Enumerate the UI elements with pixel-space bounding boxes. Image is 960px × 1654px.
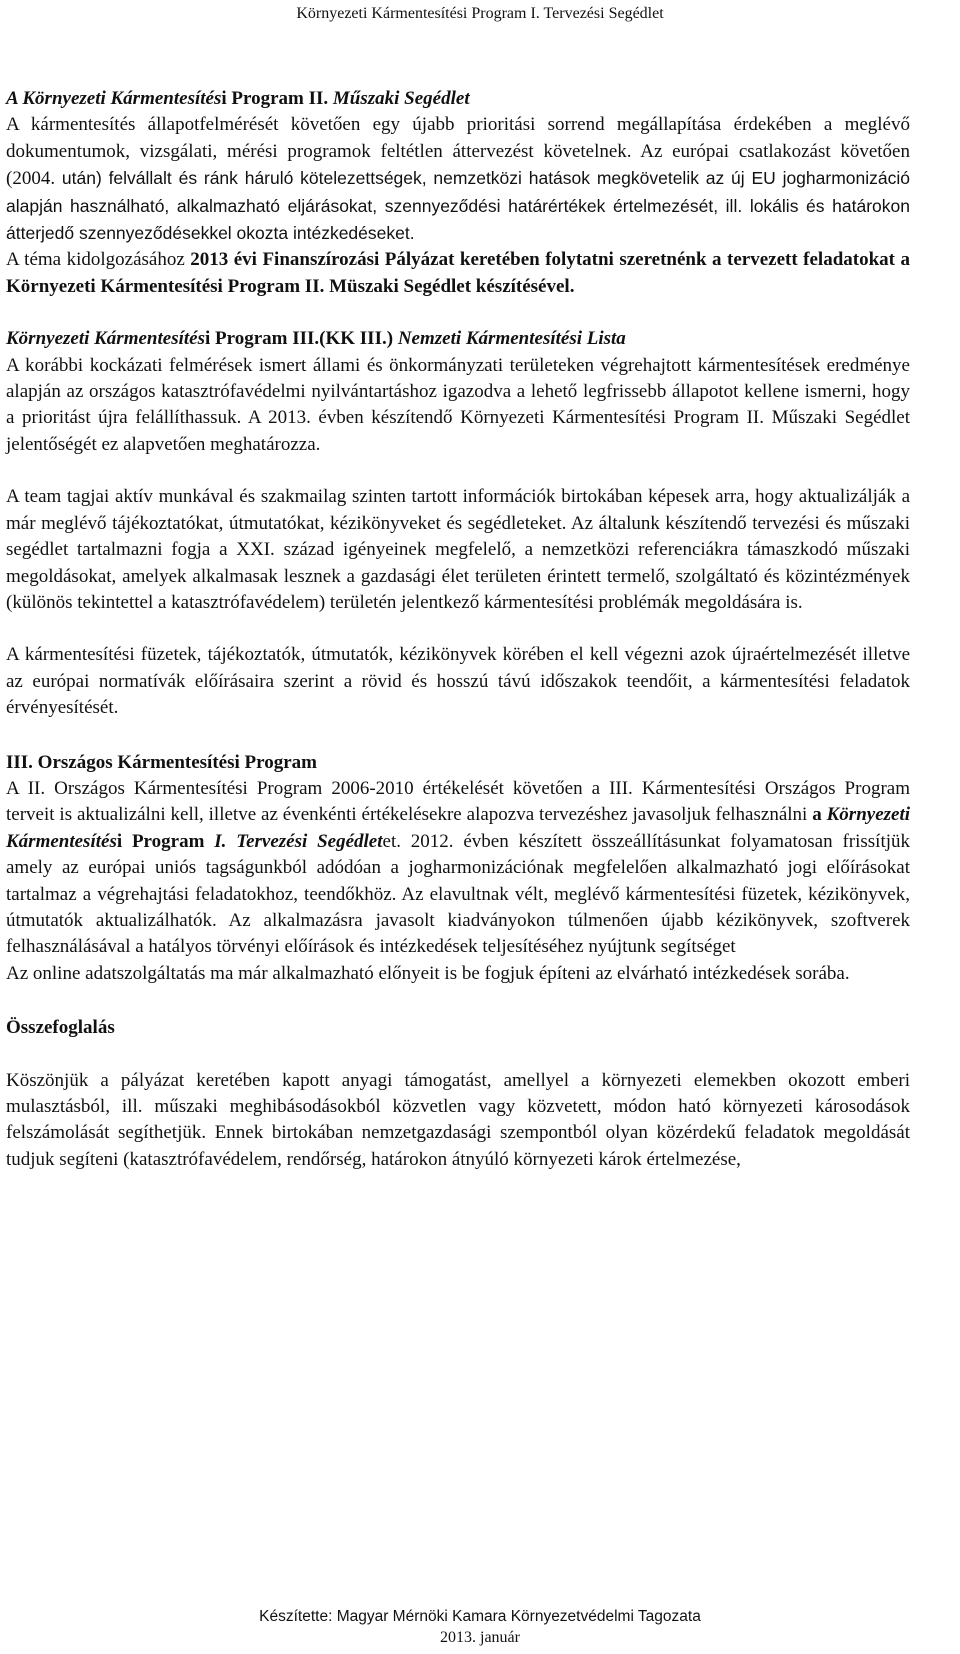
- text-run: et. 2012. évben készített összeállításunkat folyamatosan frissítjük amely az európai uniós tagságunkból adódóan a jogharmonizációnak megfelelően alkalmazható jogi előírásokat tartalmaz a végrehajtási feladatokhoz, teendőkhöz. Az elavultnak vélt, meglévő kármentesítési füzetek, kézikönyvek, útmutatók aktualizálhatók. Az alkalmazásra javasolt kiadványokon túlmenően újabb kézikönyvek, szoftverek felhasználásával a hatályos törvényi előírások és intézkedések teljesítéséhez nyújtunk segítséget: [6, 830, 910, 958]
- paragraph: A korábbi kockázati felmérések ismert állami és önkormányzati területeken végrehajtott kármentesítések eredménye alapján az országos katasztrófavédelmi nyilvántartáshoz igazodva a lehető legfrissebb állapotot kellene ismerni, hogy a prioritást újra felállíthassuk. A 2013. évben készítendő Környezeti Kármentesítési Program II. Műszaki Segédlet jelentőségét ez alapvetően meghatározza.: [6, 354, 910, 455]
- title-part: i: [204, 328, 211, 350]
- title-part: Környezeti Kármentesítés: [6, 328, 205, 350]
- paragraph: [6, 112, 910, 247]
- paragraph: A team tagjai aktív munkával és szakmailag szinten tartott információk birtokában képesek arra, hogy aktualizálják a már meglévő tájékoztatókat, útmutatókat, kézikönyveket és segédleteket. Az általunk készítendő tervezési és műszaki segédlet tartalmazni fogja a XXI. század igényeinek megfelelő, a nemzetközi referenciákra támaszkodó műszaki megoldásokat, amelyek alkalmasak lesznek a gazdasági élet területen érintett termelő, szolgáltató és közintézmények (különös tekintettel a katasztrófavédelem) területén jelentkező kármentesítési problémák megoldására is.: [6, 486, 910, 613]
- paragraph: A kármentesítési füzetek, tájékoztatók, útmutatók, kézikönyvek körében el kell végezni azok újraértelmezését illetve az európai normatívák előírásaira szerint a rövid és hosszú távú időszakok teendőit, a kármentesítési feladatok érvényesítését.: [6, 644, 910, 719]
- footer-author: Készítette: Magyar Mérnöki Kamara Környezetvédelmi Tagozata: [259, 1608, 701, 1625]
- text-run: i: [116, 830, 123, 852]
- title-part: Nemzeti Kármentesítési Lista: [397, 328, 626, 350]
- section-title-summary: [6, 1015, 910, 1041]
- title-part: Összefoglalás: [6, 1017, 115, 1039]
- text-run: a: [812, 804, 827, 826]
- footer-date: 2013. január: [440, 1629, 520, 1646]
- title-part: Program II.: [226, 88, 333, 109]
- text-run: A II. Országos Kármentesítési Program 2006-2010 értékelését követően a III. Kármentesítési Országos Program terveit is aktualizálni kell, illetve az évenkénti értékelésekre alapozva tervezéshez javasoljuk felhasználni: [6, 777, 910, 826]
- paragraph: [6, 776, 910, 961]
- paragraph: [6, 247, 910, 300]
- paragraph: Köszönjük a pályázat keretében kapott anyagi támogatást, amellyel a környezeti elemekben okozott emberi mulasztásból, ill. műszaki meghibásodásokból közvetlen vagy közvetett, módon ható környezeti károsodások felszámolását segíthetjük. Ennek birtokában nemzetgazdasági szempontból olyan közérdekű feladatok megoldását tudjuk segíteni (katasztrófavédelem, rendőrség, határokon átnyúló környezeti károk értelmezése,: [6, 1069, 910, 1170]
- title-part: III. Országos Kármentesítési Program: [6, 751, 317, 773]
- text-run: A kármentesítés állapotfelmérését követően egy újabb prioritási sorrend megállapítása érdekében a meglévő dokumentumok, vizsgálati, mérési programok feltétlen áttervezést követelnek. Az európai csatlakozást követően (2004.: [6, 114, 910, 190]
- running-header: Környezeti Kármentesítési Program I. Tervezési Segédlet: [296, 5, 664, 22]
- title-part: Program III.(KK III.): [210, 328, 398, 350]
- paragraph: Az online adatszolgáltatás ma már alkalmazható előnyeit is be fogjuk építeni az elvárható intézkedések sorába.: [6, 962, 850, 984]
- text-run: után) felvállalt és ránk háruló kötelezettségek, nemzetközi hatások megkövetelik az új EU jogharmonizáció alapján használható, alkalmazható eljárásokat, szennyeződési határértékek értelmezését, ill. lokális és határokon átterjedő szennyeződésekkel okozta intézkedéseket.: [6, 168, 910, 244]
- text-run: A téma kidolgozásához: [6, 249, 191, 271]
- text-run: 2013 évi Finanszírozási Pályázat keretében folytatni szeretnénk a tervezett feladatokat a Környezeti Kármentesítési Program II. Müszaki Segédlet készítésével.: [6, 249, 910, 297]
- section-title-kk-program-ii: [6, 86, 910, 112]
- document-body: [6, 86, 910, 1173]
- title-part: A Környezeti Kármentesítés: [6, 88, 222, 109]
- section-title-kk-program-iii: [6, 326, 910, 352]
- text-run: Program: [122, 830, 215, 852]
- text-run: I. Tervezési Segédlet: [214, 830, 383, 852]
- text-run: Környezeti Kármentesítés: [6, 804, 911, 852]
- title-part: i: [221, 88, 227, 109]
- section-title-national-program: [6, 750, 910, 776]
- page-footer: [0, 1606, 960, 1648]
- title-part: Műszaki Segédlet: [332, 88, 470, 109]
